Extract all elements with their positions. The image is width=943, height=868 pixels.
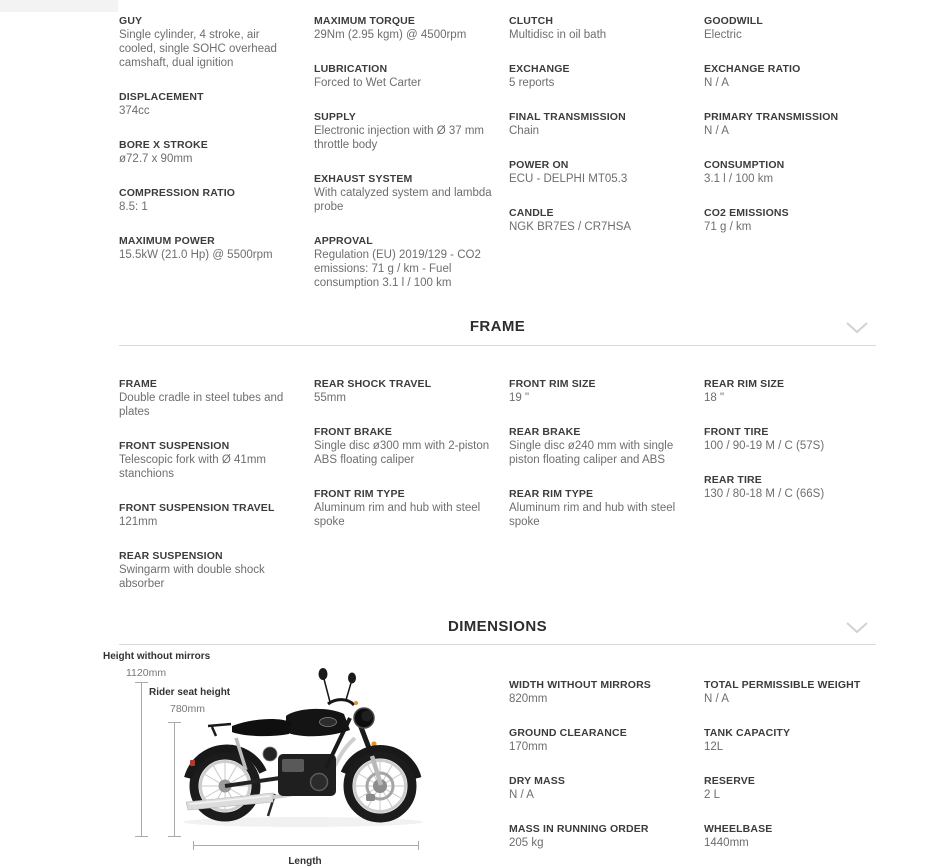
- spec-value: 170mm: [509, 741, 548, 753]
- spec-item: [509, 14, 687, 42]
- spec-item: [704, 14, 882, 42]
- spec-value: 19 ": [509, 392, 530, 404]
- spec-value: Forced to Wet Carter: [314, 77, 422, 89]
- spec-label: FRONT TIRE: [704, 426, 769, 438]
- frame-column-2: [314, 377, 509, 611]
- spec-label: TOTAL PERMISSIBLE WEIGHT: [704, 679, 861, 691]
- spec-item: [119, 501, 297, 529]
- spec-label: REAR RIM TYPE: [509, 488, 594, 500]
- spec-item: [509, 822, 687, 850]
- section-title-dimensions: DIMENSIONS: [447, 618, 547, 635]
- spec-item: [314, 487, 492, 529]
- spec-value: 1440mm: [704, 837, 749, 849]
- spec-label: APPROVAL: [314, 235, 373, 247]
- spec-item: [314, 172, 492, 214]
- spec-value: 121mm: [119, 516, 158, 528]
- spec-item: [119, 439, 297, 481]
- spec-label: EXCHANGE RATIO: [704, 63, 801, 75]
- spec-item: [314, 425, 492, 467]
- spec-value: N / A: [704, 693, 729, 705]
- spec-label: CO2 EMISSIONS: [704, 207, 789, 219]
- dimensions-column-2: [704, 678, 899, 868]
- spec-item: [509, 377, 687, 405]
- spec-label: TANK CAPACITY: [704, 727, 791, 739]
- spec-value: Aluminum rim and hub with steel spoke: [509, 502, 676, 528]
- spec-value: With catalyzed system and lambda probe: [314, 187, 492, 213]
- spec-item: [314, 234, 492, 290]
- spec-label: FRAME: [119, 378, 158, 390]
- section-header-frame[interactable]: [119, 310, 876, 346]
- spec-label: FRONT BRAKE: [314, 426, 393, 438]
- section-header-dimensions[interactable]: [119, 611, 876, 645]
- spec-value: N / A: [509, 789, 534, 801]
- spec-value: Single disc ø240 mm with single piston floating caliper and ABS: [509, 440, 674, 466]
- spec-label: FRONT SUSPENSION TRAVEL: [119, 502, 275, 514]
- spec-value: 205 kg: [509, 837, 544, 849]
- spec-value: 374cc: [119, 105, 150, 117]
- spec-label: MAXIMUM POWER: [119, 235, 215, 247]
- motorcycle-image: [178, 656, 433, 848]
- spec-value: Single cylinder, 4 stroke, air cooled, single SOHC overhead camshaft, dual ignition: [119, 29, 277, 69]
- spec-item: [704, 377, 882, 405]
- spec-label: PRIMARY TRANSMISSION: [704, 111, 839, 123]
- spec-label: CONSUMPTION: [704, 159, 785, 171]
- spec-value: Electric: [704, 29, 742, 41]
- spec-item: [704, 678, 882, 706]
- top-left-strip: [0, 0, 118, 12]
- frame-column-1: [119, 377, 314, 611]
- spec-item: [119, 138, 297, 166]
- spec-value: Regulation (EU) 2019/129 - CO2 emissions: 71 g / km - Fuel consumption 3.1 l / 100 km: [314, 249, 481, 289]
- spec-value: 8.5: 1: [119, 201, 148, 213]
- spec-item: [119, 377, 297, 419]
- spec-value: 3.1 l / 100 km: [704, 173, 774, 185]
- spec-label: CLUTCH: [509, 15, 554, 27]
- spec-value: 29Nm (2.95 kgm) @ 4500rpm: [314, 29, 467, 41]
- spec-item: [704, 774, 882, 802]
- spec-item: [509, 62, 687, 90]
- spec-label: REAR BRAKE: [509, 426, 581, 438]
- spec-item: [704, 473, 882, 501]
- spec-value: N / A: [704, 77, 729, 89]
- rider-seat-height-value: 780mm: [170, 703, 206, 715]
- spec-value: Single disc ø300 mm with 2-piston ABS floating caliper: [314, 440, 490, 466]
- spec-item: [704, 206, 882, 234]
- spec-item: [119, 186, 297, 214]
- spec-item: [704, 158, 882, 186]
- height-measurement-line: [135, 682, 148, 837]
- spec-value: Double cradle in steel tubes and plates: [119, 392, 284, 418]
- chevron-down-icon[interactable]: [846, 622, 868, 634]
- spec-item: [509, 206, 687, 234]
- spec-label: EXCHANGE: [509, 63, 570, 75]
- frame-column-4: [704, 377, 899, 611]
- spec-value: 71 g / km: [704, 221, 752, 233]
- spec-value: ø72.7 x 90mm: [119, 153, 193, 165]
- spec-label: MASS IN RUNNING ORDER: [509, 823, 649, 835]
- spec-item: [509, 678, 687, 706]
- dimensions-section: [103, 645, 876, 868]
- spec-label: RESERVE: [704, 775, 756, 787]
- spec-label: FINAL TRANSMISSION: [509, 111, 626, 123]
- spec-label: GROUND CLEARANCE: [509, 727, 627, 739]
- spec-item: [314, 62, 492, 90]
- spec-label: EXHAUST SYSTEM: [314, 173, 413, 185]
- spec-value: 5 reports: [509, 77, 555, 89]
- engine-column-2: [314, 14, 509, 310]
- spec-value: 18 ": [704, 392, 725, 404]
- spec-item: [119, 234, 297, 262]
- engine-column-4: [704, 14, 899, 310]
- spec-item: [509, 774, 687, 802]
- spec-value: ECU - DELPHI MT05.3: [509, 173, 628, 185]
- spec-value: Electronic injection with Ø 37 mm throttle body: [314, 125, 485, 151]
- spec-label: GOODWILL: [704, 15, 763, 27]
- spec-label: REAR RIM SIZE: [704, 378, 785, 390]
- spec-label: WHEELBASE: [704, 823, 773, 835]
- spec-item: [509, 487, 687, 529]
- spec-value: Multidisc in oil bath: [509, 29, 607, 41]
- spec-value: 55mm: [314, 392, 346, 404]
- spec-item: [509, 158, 687, 186]
- spec-label: DISPLACEMENT: [119, 91, 204, 103]
- spec-label: LUBRICATION: [314, 63, 388, 75]
- spec-item: [314, 14, 492, 42]
- spec-value: 2 L: [704, 789, 720, 801]
- spec-value: Telescopic fork with Ø 41mm stanchions: [119, 454, 266, 480]
- spec-value: N / A: [704, 125, 729, 137]
- spec-item: [119, 14, 297, 70]
- spec-value: Aluminum rim and hub with steel spoke: [314, 502, 481, 528]
- spec-value: Chain: [509, 125, 540, 137]
- spec-label: FRONT SUSPENSION: [119, 440, 230, 452]
- spec-label: SUPPLY: [314, 111, 356, 123]
- spec-item: [704, 62, 882, 90]
- spec-label: DRY MASS: [509, 775, 566, 787]
- spec-item: [314, 110, 492, 152]
- spec-label: MAXIMUM TORQUE: [314, 15, 416, 27]
- length-label: Length: [288, 856, 322, 867]
- height-without-mirrors-value: 1120mm: [126, 667, 167, 679]
- spec-value: 130 / 80-18 M / C (66S): [704, 488, 825, 500]
- spec-label: REAR SUSPENSION: [119, 550, 223, 562]
- dimensions-figure: [100, 651, 520, 868]
- section-title-frame: FRAME: [469, 318, 526, 335]
- spec-label: COMPRESSION RATIO: [119, 187, 236, 199]
- spec-item: [704, 110, 882, 138]
- dimensions-column-1: [509, 678, 704, 868]
- spec-item: [509, 425, 687, 467]
- spec-label: WIDTH WITHOUT MIRRORS: [509, 679, 651, 691]
- spec-value: 820mm: [509, 693, 548, 705]
- spec-item: [704, 726, 882, 754]
- frame-column-3: [509, 377, 704, 611]
- rider-seat-height-label: Rider seat height: [149, 687, 231, 698]
- chevron-down-icon[interactable]: [846, 322, 868, 334]
- spec-value: 12L: [704, 741, 724, 753]
- spec-label: GUY: [119, 15, 143, 27]
- engine-column-3: [509, 14, 704, 310]
- spec-label: CANDLE: [509, 207, 554, 219]
- spec-value: Swingarm with double shock absorber: [119, 564, 265, 590]
- spec-item: [704, 425, 882, 453]
- engine-specs-grid: [119, 0, 876, 310]
- spec-label: FRONT RIM TYPE: [314, 488, 405, 500]
- spec-item: [314, 377, 492, 405]
- spec-item: [119, 549, 297, 591]
- height-without-mirrors-label: Height without mirrors: [103, 651, 211, 662]
- spec-value: 15.5kW (21.0 Hp) @ 5500rpm: [119, 249, 273, 261]
- spec-value: NGK BR7ES / CR7HSA: [509, 221, 632, 233]
- spec-item: [509, 726, 687, 754]
- spec-item: [119, 90, 297, 118]
- spec-label: REAR SHOCK TRAVEL: [314, 378, 432, 390]
- spec-label: POWER ON: [509, 159, 569, 171]
- spec-item: [704, 822, 882, 850]
- engine-column-1: [119, 14, 314, 310]
- spec-label: FRONT RIM SIZE: [509, 378, 596, 390]
- spec-value: 100 / 90-19 M / C (57S): [704, 440, 825, 452]
- spec-label: REAR TIRE: [704, 474, 762, 486]
- spec-label: BORE X STROKE: [119, 139, 208, 151]
- spec-item: [509, 110, 687, 138]
- frame-specs-grid: [119, 346, 876, 611]
